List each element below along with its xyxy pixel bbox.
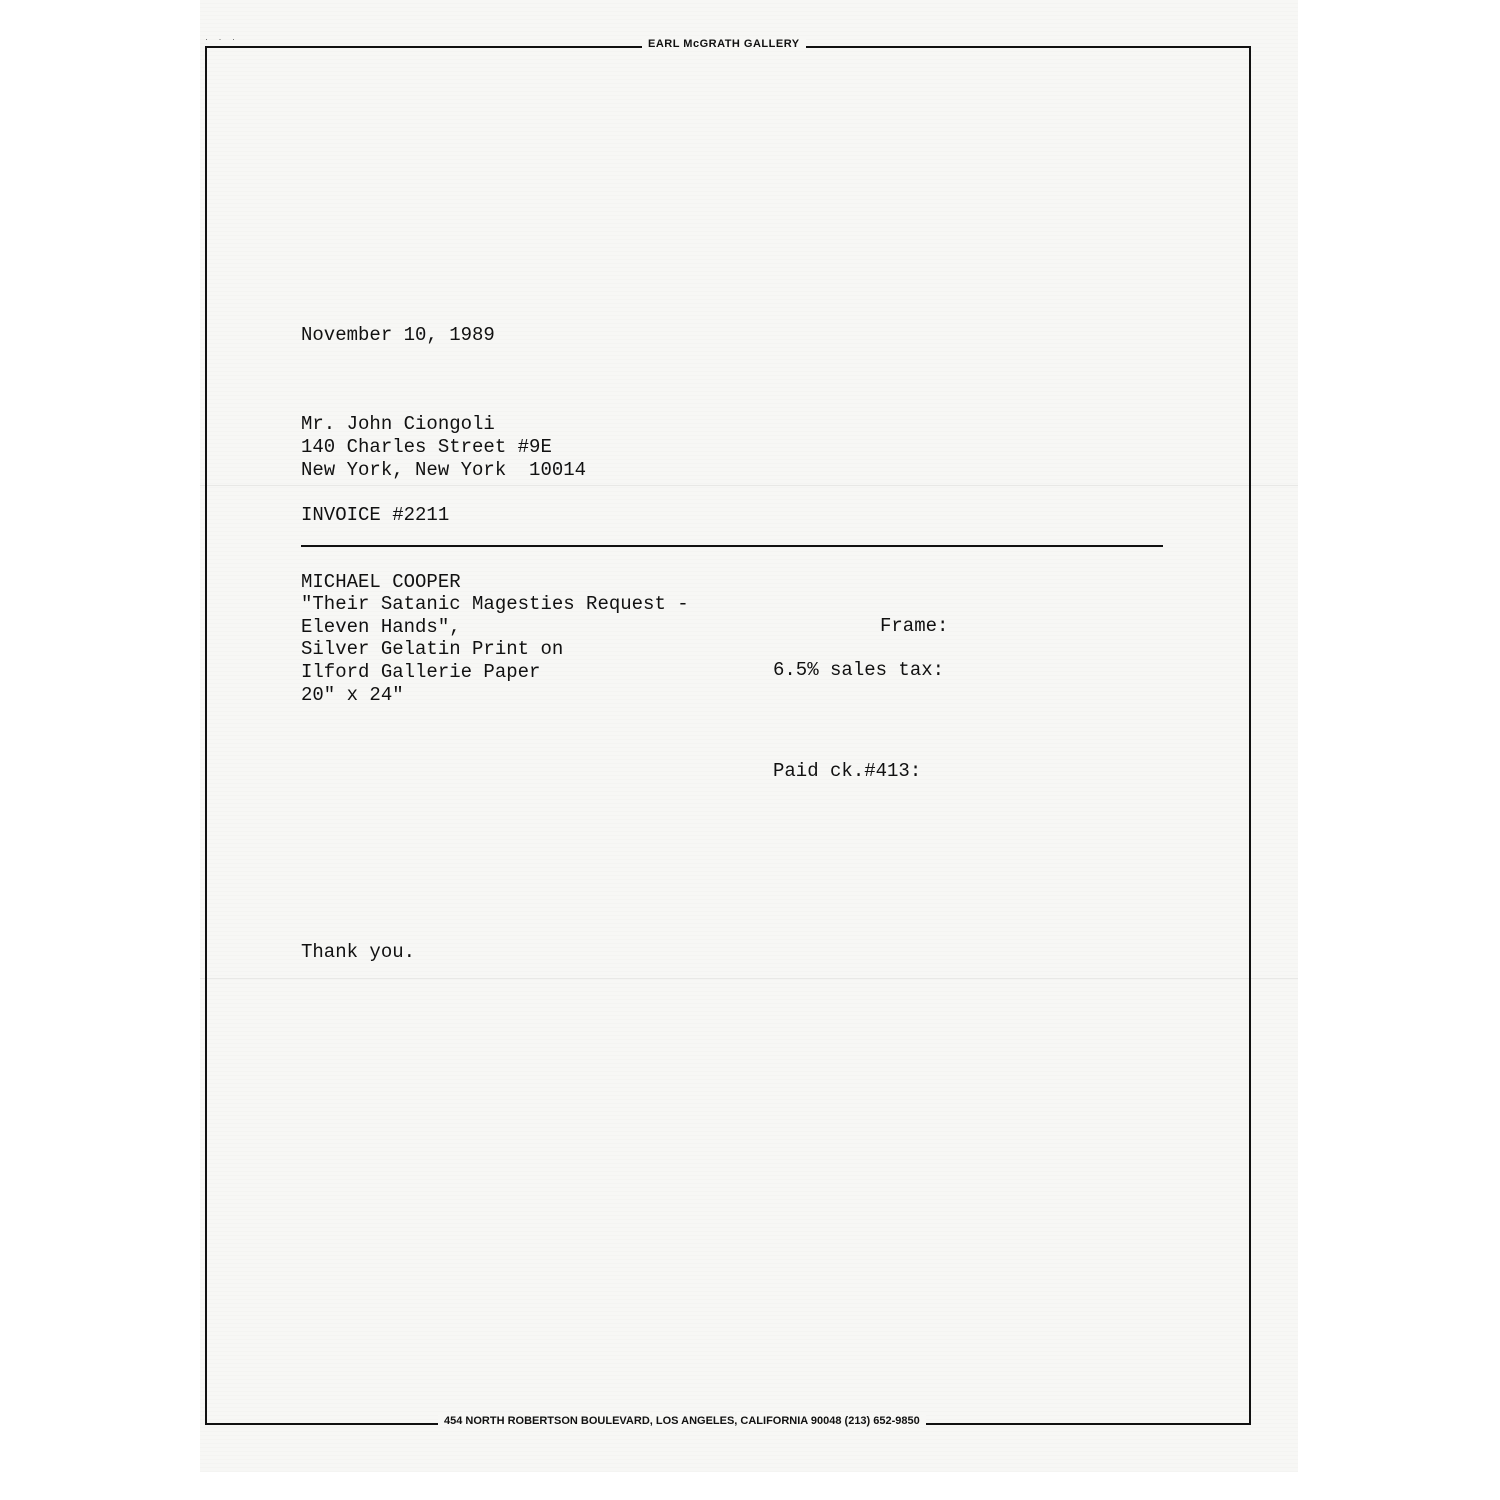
item-dimensions: 20" x 24" xyxy=(301,684,404,706)
frame-charge-label: Frame: xyxy=(880,615,949,637)
section-divider xyxy=(301,545,1163,547)
item-medium-line-1: Silver Gelatin Print on xyxy=(301,638,564,660)
letterhead-border xyxy=(205,46,1251,1425)
sales-tax-label: 6.5% sales tax: xyxy=(773,659,945,681)
paper-specks: · · · xyxy=(205,34,239,44)
recipient-street: 140 Charles Street #9E xyxy=(301,436,552,458)
item-medium-line-2: Ilford Gallerie Paper xyxy=(301,661,541,683)
item-title-line-1: "Their Satanic Magesties Request - xyxy=(301,593,689,615)
item-artist: MICHAEL COOPER xyxy=(301,571,461,593)
item-title-line-2: Eleven Hands", xyxy=(301,616,461,638)
closing-text: Thank you. xyxy=(301,941,416,963)
recipient-name: Mr. John Ciongoli xyxy=(301,413,495,435)
invoice-number: INVOICE #2211 xyxy=(301,504,450,526)
recipient-city: New York, New York 10014 xyxy=(301,459,587,481)
gallery-name: EARL McGRATH GALLERY xyxy=(642,38,806,50)
gallery-address: 454 NORTH ROBERTSON BOULEVARD, LOS ANGELES, CALIFORNIA 90048 (213) 652-9850 xyxy=(438,1415,926,1427)
payment-label: Paid ck.#413: xyxy=(773,760,922,782)
letter-date: November 10, 1989 xyxy=(301,324,495,346)
